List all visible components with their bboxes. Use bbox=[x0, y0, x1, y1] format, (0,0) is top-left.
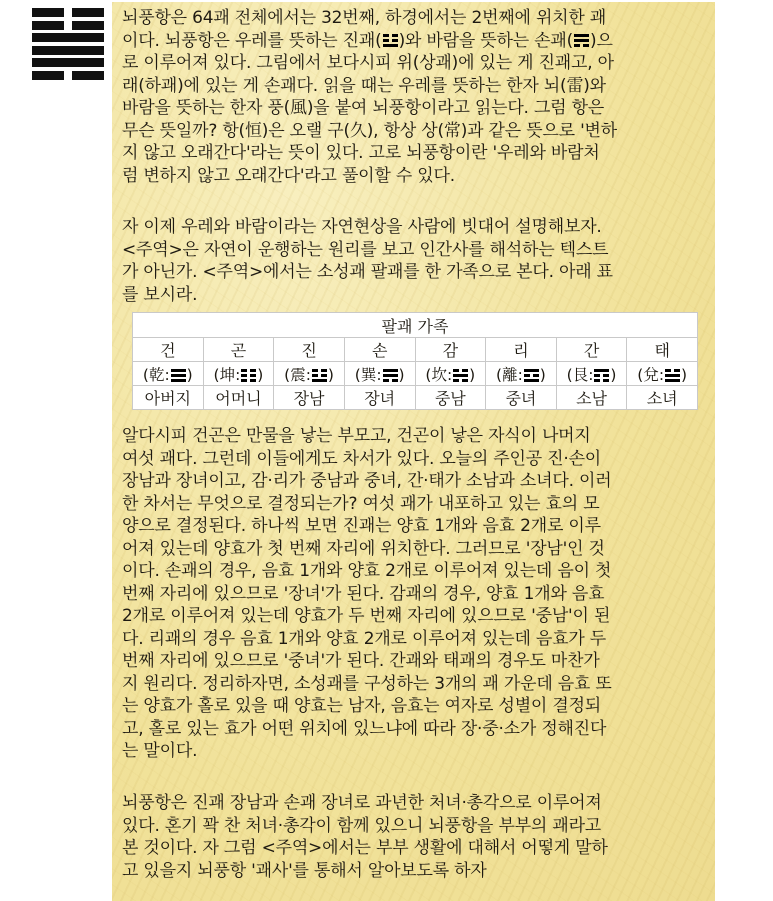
trigram-icon bbox=[171, 367, 186, 384]
paragraph-intro-part-2: )와 바람을 뜻하는 손괘( bbox=[398, 30, 574, 51]
family-member-cell: 아버지 bbox=[133, 386, 204, 410]
trigram-icon bbox=[241, 367, 256, 384]
family-member-cell: 장녀 bbox=[344, 386, 415, 410]
trigram-close-paren: ) bbox=[469, 365, 476, 384]
family-member-cell: 장남 bbox=[274, 386, 345, 410]
trigram-symbol-cell bbox=[486, 362, 557, 386]
trigram-name-cell: 태 bbox=[627, 338, 698, 362]
trigram-hanja: (坎: bbox=[425, 365, 453, 384]
trigram-icon bbox=[524, 367, 539, 384]
trigram-hanja: (震: bbox=[284, 365, 311, 384]
xun-trigram-icon bbox=[574, 32, 589, 49]
zhen-trigram-icon bbox=[383, 32, 398, 49]
trigram-name-cell: 감 bbox=[415, 338, 486, 362]
trigram-name-cell: 곤 bbox=[203, 338, 274, 362]
trigram-close-paren: ) bbox=[681, 365, 688, 384]
trigram-hanja: (離: bbox=[496, 365, 523, 384]
trigram-icon bbox=[383, 367, 398, 384]
family-member-cell: 소남 bbox=[556, 386, 627, 410]
trigram-icon bbox=[453, 367, 468, 384]
trigram-hanja: (坤: bbox=[213, 365, 241, 384]
yang-line bbox=[32, 46, 104, 55]
table-row-names bbox=[133, 338, 698, 362]
trigram-symbol-cell bbox=[415, 362, 486, 386]
yin-line bbox=[32, 71, 104, 80]
trigram-name-cell: 진 bbox=[274, 338, 345, 362]
paragraph-family-order: 알다시피 건곤은 만물을 낳는 부모고, 건곤이 낳은 자식이 나머지 여섯 괘다. 그런데 이들에게도 차서가 있다. 오늘의 주인공 진·손이 장남과 장녀이고, 감·리가 중남과 중녀, 간·태가 소남과 소녀다. 이러 한 차서는 무엇으로 결정되는가? 여섯 괘가 내포하고 있는 효의 모 양으로 결정된다. 하나씩 보면 진괘는 양효 1개와 음효 2개로 이루 어져 있는데 양효가 첫 번째 자리에 위치한다. 그러므로 '장남'인 것 이다. 손괘의 경우, 음효 1개와 양효 2개로 이루어져 있는데 음이 첫 번째 자리에 있으므로 '장녀'가 된다. 감괘의 경우, 양효 1개와 음효 2개로 이루어져 있는데 양효가 두 번째 자리에 있으므로 '중남'이 된 다. 리괘의 경우 음효 1개와 양효 2개로 이루어져 있는데 음효가 두 번째 자리에 있으므로 '중녀'가 된다. 간괘와 태괘의 경우도 마찬가 지 원리다. 정리하자면, 소성괘를 구성하는 3개의 괘 가운데 음효 또 는 양효가 홀로 있을 때 양효는 남자, 음효는 여자로 성별이 결정되 고, 홀로 있는 효가 어떤 위치에 있느냐에 따라 장·중·소가 정해진다 는 말이다. bbox=[122, 426, 612, 761]
yang-line bbox=[32, 58, 104, 67]
trigram-icon bbox=[665, 367, 680, 384]
paragraph-conclusion: 뇌풍항은 진괘 장남과 손괘 장녀로 과년한 처녀·총각으로 이루어져 있다. 혼기 꽉 찬 처녀·총각이 함께 있으니 뇌풍항을 부부의 괘라고 본 것이다. 자 그럼 <주역>에서는 부부 생활에 대해서 어떻게 말하 고 있을지 뇌풍항 '괘사'를 통해서 알아보도록 하자 bbox=[122, 793, 608, 881]
paragraph-intro-part-1: 뇌풍항은 64괘 전체에서는 32번째, 하경에서는 2번째에 위치한 괘 이다. 뇌풍항은 우레를 뜻하는 진괘( bbox=[122, 8, 607, 51]
table-row-members bbox=[133, 386, 698, 410]
trigram-symbol-cell bbox=[556, 362, 627, 386]
yang-line bbox=[32, 33, 104, 42]
bagua-family-table bbox=[132, 312, 698, 410]
family-member-cell: 중남 bbox=[415, 386, 486, 410]
family-member-cell: 소녀 bbox=[627, 386, 698, 410]
trigram-symbol-cell bbox=[627, 362, 698, 386]
yin-line bbox=[32, 8, 104, 17]
trigram-symbol-cell bbox=[344, 362, 415, 386]
paragraph-intro bbox=[122, 7, 714, 187]
yin-line bbox=[32, 21, 104, 30]
trigram-close-paren: ) bbox=[257, 365, 264, 384]
trigram-name-cell: 손 bbox=[344, 338, 415, 362]
trigram-icon bbox=[594, 367, 609, 384]
parchment-text-panel bbox=[112, 2, 715, 901]
trigram-close-paren: ) bbox=[398, 365, 405, 384]
trigram-close-paren: ) bbox=[539, 365, 546, 384]
family-member-cell: 어머니 bbox=[203, 386, 274, 410]
trigram-name-cell: 건 bbox=[133, 338, 204, 362]
trigram-close-paren: ) bbox=[610, 365, 617, 384]
trigram-symbol-cell bbox=[133, 362, 204, 386]
trigram-symbol-cell bbox=[274, 362, 345, 386]
trigram-name-cell: 간 bbox=[556, 338, 627, 362]
paragraph-analogy: 자 이제 우레와 바람이라는 자연현상을 사람에 빗대어 설명해보자. <주역>은 자연이 운행하는 원리를 보고 인간사를 해석하는 텍스트 가 아닌가. <주역>에서는 소성괘 팔괘를 한 가족으로 본다. 아래 표 를 보시라. bbox=[122, 217, 613, 305]
paragraph-intro-part-3: )으 로 이루어져 있다. 그림에서 보다시피 위(상괘)에 있는 게 진괘고, 아 래(하괘)에 있는 게 손괘다. 읽을 때는 우레를 뜻하는 한자 뇌(雷)와 바람을 뜻하는 한자 풍(風)을 붙여 뇌풍항이라고 읽는다. 그럼 항은 무슨 뜻일까? 항(恒)은 오랠 구(久), 항상 상(常)과 같은 뜻으로 '변하 지 않고 오래간다'라는 뜻이 있다. 고로 뇌풍항이란 '우레와 바람처 럼 변하지 않고 오래간다'라고 풀이할 수 있다. bbox=[122, 30, 617, 186]
trigram-hanja: (巽: bbox=[354, 365, 382, 384]
hexagram-heng-figure bbox=[32, 8, 104, 83]
table-row-symbols bbox=[133, 362, 698, 386]
trigram-name-cell: 리 bbox=[486, 338, 557, 362]
trigram-close-paren: ) bbox=[327, 365, 334, 384]
trigram-hanja: (乾: bbox=[142, 365, 170, 384]
family-member-cell: 중녀 bbox=[486, 386, 557, 410]
trigram-icon bbox=[312, 367, 327, 384]
trigram-hanja: (兌: bbox=[637, 365, 665, 384]
trigram-symbol-cell bbox=[203, 362, 274, 386]
trigram-close-paren: ) bbox=[186, 365, 193, 384]
table-caption: 팔괘 가족 bbox=[133, 313, 698, 338]
trigram-hanja: (艮: bbox=[566, 365, 594, 384]
